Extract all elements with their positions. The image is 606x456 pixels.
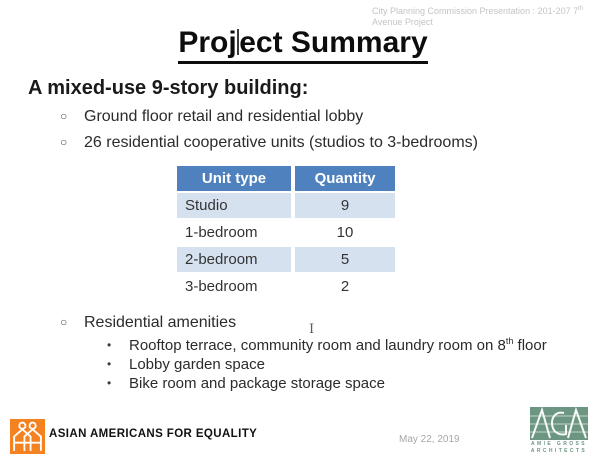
table-cell-quantity: 9 (295, 193, 395, 218)
text-ibeam-cursor: I (309, 322, 315, 337)
table-cell-quantity: 5 (295, 247, 395, 272)
bullet-item[interactable] (60, 108, 363, 126)
table-cell-unit-type: Studio (177, 193, 291, 218)
table-cell-unit-type: 1-bedroom (177, 220, 291, 245)
table-header-unit-type: Unit type (177, 166, 291, 191)
sub-bullet-item[interactable] (107, 375, 385, 392)
slide-title-area (0, 26, 606, 64)
slide-title[interactable] (178, 26, 427, 64)
bullet-item[interactable] (60, 134, 478, 152)
sub-bullet-text: Rooftop terrace, community room and laundry room on 8 (129, 337, 506, 354)
aga-firm-name-line2: ARCHITECTS (530, 448, 588, 454)
bullet-text: Residential amenities (84, 314, 237, 331)
aga-firm-name-line1: AMIE GROSS (531, 441, 587, 447)
aafe-org-name: ASIAN AMERICANS FOR EQUALITY (49, 428, 258, 440)
sub-bullet-text: Bike room and package storage space (129, 375, 385, 392)
circle-bullet-icon: ○ (60, 109, 68, 123)
dot-bullet-icon: • (107, 357, 112, 371)
bullet-text: 26 residential cooperative units (studios to 3-bedrooms) (84, 134, 478, 151)
aga-logo-icon (530, 407, 588, 440)
table-cell-unit-type: 2-bedroom (177, 247, 291, 272)
sub-bullet-text-rest: floor (513, 337, 547, 354)
slide-title-part1: Proj (178, 26, 237, 59)
sub-bullet-sup: th (505, 336, 514, 346)
presentation-note-sup: th (578, 6, 584, 12)
table-cell-unit-type: 3-bedroom (177, 274, 291, 299)
bullet-item-amenities[interactable] (60, 314, 236, 332)
unit-quantity-table[interactable] (177, 166, 395, 299)
circle-bullet-icon: ○ (60, 315, 68, 329)
table-cell-quantity: 2 (295, 274, 395, 299)
presentation-note (372, 4, 600, 28)
dot-bullet-icon: • (107, 338, 112, 352)
circle-bullet-icon: ○ (60, 135, 68, 149)
sub-bullet-item[interactable] (107, 336, 547, 354)
sub-bullet-text: Lobby garden space (129, 356, 265, 373)
bullet-text: Ground floor retail and residential lobby (84, 108, 364, 125)
table-header-quantity: Quantity (295, 166, 395, 191)
aafe-logo-icon (10, 419, 45, 454)
slide-title-part2: ect Summary (239, 26, 428, 59)
slide-heading[interactable]: A mixed-use 9-story building: (28, 77, 309, 99)
sub-bullet-item[interactable] (107, 356, 265, 373)
table-cell-quantity: 10 (295, 220, 395, 245)
dot-bullet-icon: • (107, 376, 112, 390)
aga-logo (530, 407, 588, 454)
presentation-note-rest: Avenue Project (372, 17, 433, 27)
slide-date: May 22, 2019 (399, 434, 460, 445)
presentation-note-text: City Planning Commission Presentation : 201-207 7 (372, 6, 579, 16)
